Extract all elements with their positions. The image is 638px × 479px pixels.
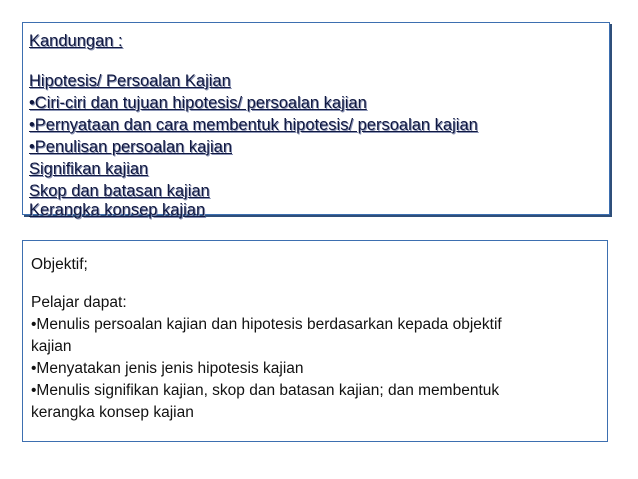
content-item: •Penulisan persoalan kajian: [29, 138, 232, 156]
content-item: Kerangka konsep kajian: [29, 201, 206, 219]
objective-line: •Menulis signifikan kajian, skop dan batasan kajian; dan membentuk: [31, 382, 500, 399]
content-item: Signifikan kajian: [29, 160, 149, 178]
content-box: [22, 22, 610, 219]
objective-title: Objektif;: [31, 256, 88, 273]
objective-line: kerangka konsep kajian: [31, 404, 194, 421]
objective-line: •Menulis persoalan kajian dan hipotesis berdasarkan kepada objektif: [31, 316, 502, 333]
objective-intro: Pelajar dapat:: [31, 294, 127, 311]
objective-line: •Menyatakan jenis jenis hipotesis kajian: [31, 360, 304, 377]
content-title: Kandungan :: [29, 32, 123, 50]
objective-line: kajian: [31, 338, 72, 355]
objective-box: [22, 240, 608, 442]
content-item: Hipotesis/ Persoalan Kajian: [29, 72, 231, 90]
content-item: Skop dan batasan kajian: [29, 182, 210, 200]
content-item: •Ciri-ciri dan tujuan hipotesis/ persoalan kajian: [29, 94, 367, 112]
content-item: •Pernyataan dan cara membentuk hipotesis/ persoalan kajian: [29, 116, 478, 134]
